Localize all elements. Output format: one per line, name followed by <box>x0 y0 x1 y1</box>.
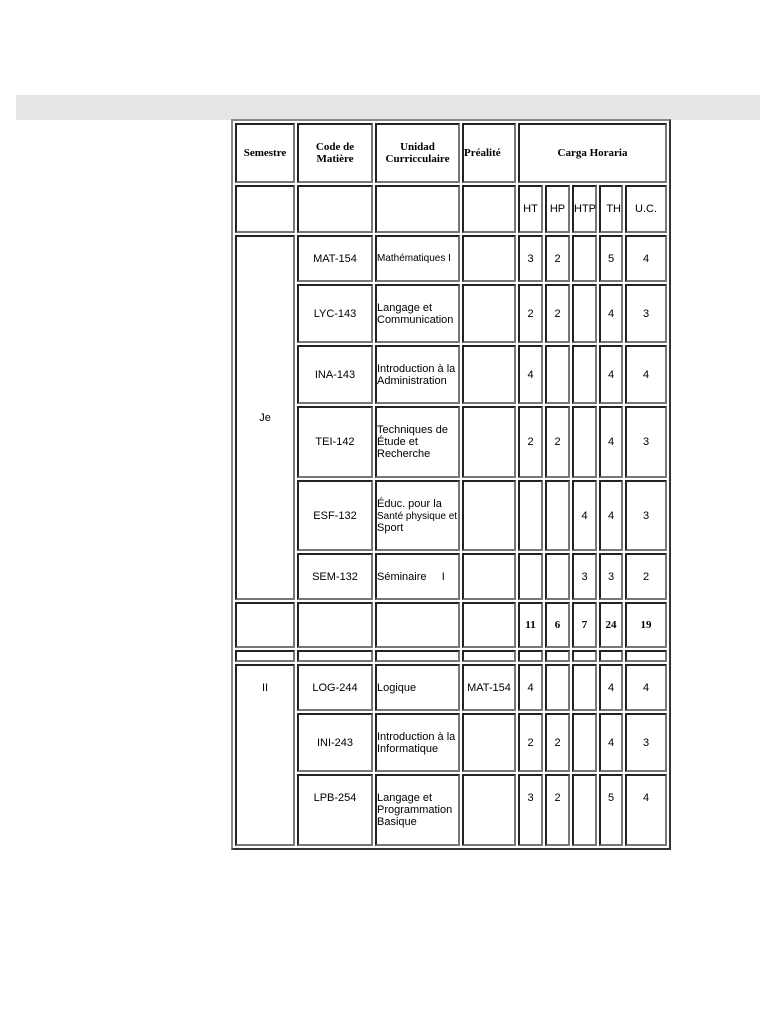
header-code: Code de Matière <box>297 123 373 183</box>
course-unit: Mathématiques I <box>375 235 460 282</box>
cell-htp <box>572 235 597 282</box>
table-row <box>235 480 667 551</box>
cell-ht: 2 <box>518 713 543 772</box>
cell-uc: 3 <box>625 406 667 478</box>
cell-ht: 4 <box>518 664 543 711</box>
course-prerequisite: MAT-154 <box>462 664 516 711</box>
course-unit: Logique <box>375 664 460 711</box>
cell-th: 4 <box>599 406 623 478</box>
total-ht: 11 <box>518 602 543 648</box>
cell-htp <box>572 664 597 711</box>
subheader-ht: HT <box>518 185 543 233</box>
course-prerequisite <box>462 553 516 600</box>
spacer-cell <box>297 650 373 662</box>
cell-uc: 4 <box>625 774 667 846</box>
totals-empty <box>375 602 460 648</box>
cell-uc: 4 <box>625 345 667 404</box>
cell-th: 4 <box>599 284 623 343</box>
subheader-empty <box>235 185 295 233</box>
course-code: LPB-254 <box>297 774 373 846</box>
course-prerequisite <box>462 284 516 343</box>
cell-hp: 2 <box>545 235 570 282</box>
cell-ht: 2 <box>518 284 543 343</box>
cell-ht: 3 <box>518 774 543 846</box>
course-prerequisite <box>462 480 516 551</box>
course-code: SEM-132 <box>297 553 373 600</box>
course-prerequisite <box>462 345 516 404</box>
cell-th: 4 <box>599 713 623 772</box>
spacer-cell <box>572 650 597 662</box>
cell-htp <box>572 284 597 343</box>
cell-ht <box>518 553 543 600</box>
cell-hp <box>545 480 570 551</box>
header-unidad: Unidad Curricculaire <box>375 123 460 183</box>
cell-hp <box>545 664 570 711</box>
table-row <box>235 774 667 846</box>
cell-hp <box>545 553 570 600</box>
cell-th: 5 <box>599 235 623 282</box>
cell-hp: 2 <box>545 713 570 772</box>
cell-hp <box>545 345 570 404</box>
spacer-cell <box>625 650 667 662</box>
totals-empty <box>297 602 373 648</box>
subheader-row <box>235 185 667 233</box>
cell-th: 4 <box>599 480 623 551</box>
cell-th: 4 <box>599 664 623 711</box>
curriculum-table <box>231 119 671 850</box>
cell-th: 4 <box>599 345 623 404</box>
cell-ht <box>518 480 543 551</box>
spacer-cell <box>599 650 623 662</box>
header-row <box>235 123 667 183</box>
course-unit: Éduc. pour la Santé physique et Sport <box>375 480 460 551</box>
total-uc: 19 <box>625 602 667 648</box>
semester-label: Je <box>235 235 295 600</box>
totals-row <box>235 602 667 648</box>
course-code: LYC-143 <box>297 284 373 343</box>
course-code: TEI-142 <box>297 406 373 478</box>
cell-uc: 2 <box>625 553 667 600</box>
subheader-hp: HP <box>545 185 570 233</box>
subheader-empty <box>462 185 516 233</box>
semester-label: II <box>235 664 295 846</box>
subheader-uc: U.C. <box>625 185 667 233</box>
course-unit: Langage et Programmation Basique <box>375 774 460 846</box>
cell-ht: 3 <box>518 235 543 282</box>
course-unit: Introduction à la Administration <box>375 345 460 404</box>
total-htp: 7 <box>572 602 597 648</box>
cell-uc: 4 <box>625 664 667 711</box>
course-code: INI-243 <box>297 713 373 772</box>
total-th: 24 <box>599 602 623 648</box>
spacer-row <box>235 650 667 662</box>
cell-ht: 2 <box>518 406 543 478</box>
table-row <box>235 713 667 772</box>
cell-hp: 2 <box>545 284 570 343</box>
top-bar <box>16 95 760 120</box>
total-hp: 6 <box>545 602 570 648</box>
spacer-cell <box>518 650 543 662</box>
cell-th: 5 <box>599 774 623 846</box>
table-row <box>235 553 667 600</box>
course-prerequisite <box>462 713 516 772</box>
cell-uc: 3 <box>625 284 667 343</box>
cell-htp: 4 <box>572 480 597 551</box>
totals-empty <box>235 602 295 648</box>
cell-uc: 3 <box>625 713 667 772</box>
course-unit: Séminaire I <box>375 553 460 600</box>
course-code: MAT-154 <box>297 235 373 282</box>
cell-htp <box>572 713 597 772</box>
table-row <box>235 345 667 404</box>
cell-hp: 2 <box>545 774 570 846</box>
spacer-cell <box>235 650 295 662</box>
subheader-th: TH <box>599 185 623 233</box>
cell-htp <box>572 774 597 846</box>
course-prerequisite <box>462 774 516 846</box>
subheader-empty <box>297 185 373 233</box>
cell-htp <box>572 345 597 404</box>
course-unit: Techniques de Étude et Recherche <box>375 406 460 478</box>
course-unit: Langage et Communication <box>375 284 460 343</box>
header-carga: Carga Horaria <box>518 123 667 183</box>
header-prealite: Préalité <box>462 123 516 183</box>
header-semestre: Semestre <box>235 123 295 183</box>
table-row <box>235 284 667 343</box>
cell-uc: 3 <box>625 480 667 551</box>
course-prerequisite <box>462 406 516 478</box>
course-prerequisite <box>462 235 516 282</box>
subheader-htp: HTP <box>572 185 597 233</box>
table-row <box>235 406 667 478</box>
totals-empty <box>462 602 516 648</box>
spacer-cell <box>375 650 460 662</box>
curriculum-table-wrapper <box>231 119 668 850</box>
course-code: LOG-244 <box>297 664 373 711</box>
spacer-cell <box>462 650 516 662</box>
spacer-cell <box>545 650 570 662</box>
course-unit: Introduction à la Informatique <box>375 713 460 772</box>
cell-htp: 3 <box>572 553 597 600</box>
cell-th: 3 <box>599 553 623 600</box>
cell-uc: 4 <box>625 235 667 282</box>
table-row <box>235 235 667 282</box>
cell-htp <box>572 406 597 478</box>
course-code: INA-143 <box>297 345 373 404</box>
cell-ht: 4 <box>518 345 543 404</box>
table-row <box>235 664 667 711</box>
cell-hp: 2 <box>545 406 570 478</box>
course-code: ESF-132 <box>297 480 373 551</box>
subheader-empty <box>375 185 460 233</box>
